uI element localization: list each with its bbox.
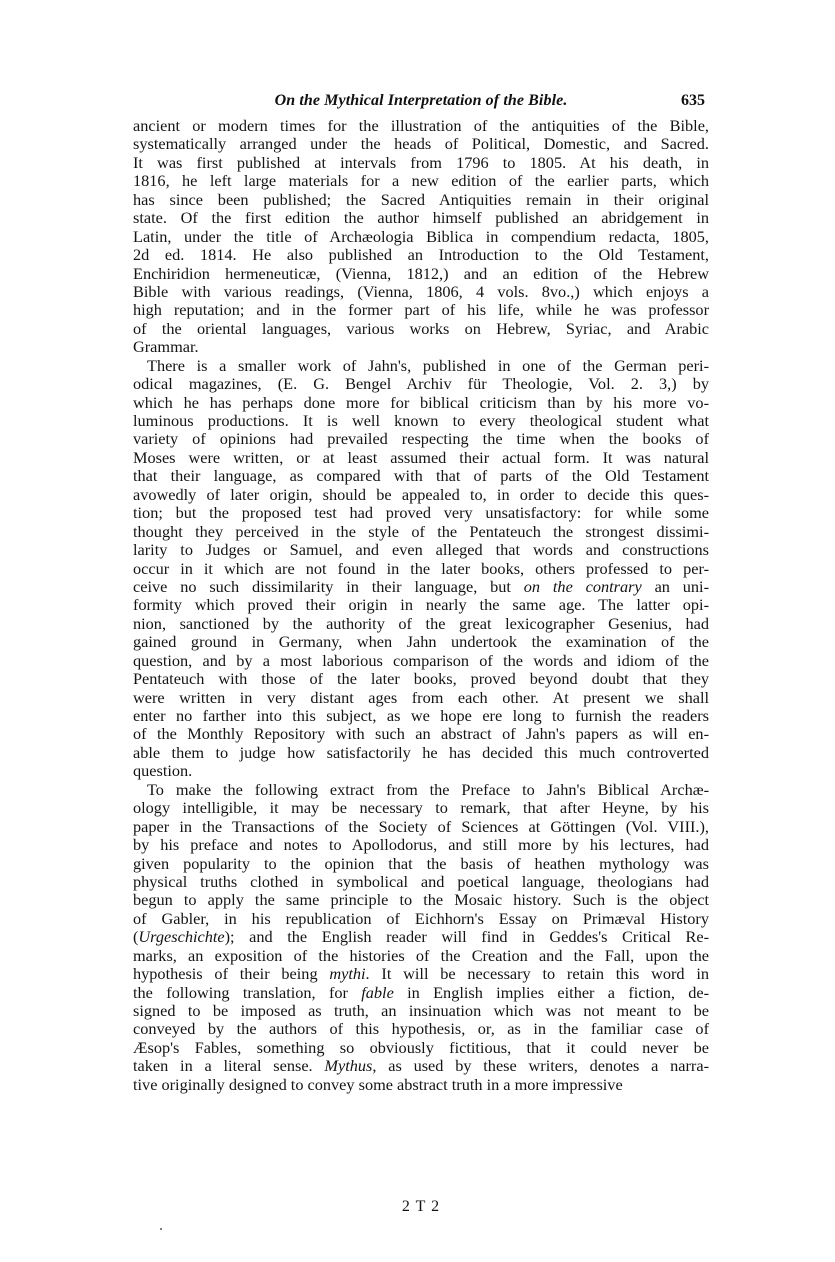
text-line: 2d ed. 1814. He also published an Introduction to the Old Testament, — [133, 245, 709, 265]
page-number: 635 — [681, 92, 705, 109]
text-line: physical truths clothed in symbolical and poetical language, theologians had — [133, 871, 709, 891]
paragraph — [133, 117, 709, 357]
text-line: 1816, he left large materials for a new edition of the earlier parts, which — [133, 171, 709, 191]
paragraph — [133, 781, 709, 1094]
text-line: able them to judge how satisfactorily he has decided this much controverted — [133, 742, 709, 762]
text-line: odical magazines, (E. G. Bengel Archiv für Theologie, Vol. 2. 3,) by — [133, 374, 709, 394]
text-line: formity which proved their origin in nearly the same age. The latter opi- — [133, 595, 709, 615]
text-line: occur in it which are not found in the later books, others professed to per- — [133, 558, 709, 578]
text-line: Pentateuch with those of the later books, proved beyond doubt that they — [133, 669, 709, 689]
text-line: state. Of the first edition the author himself published an abridgement in — [133, 208, 709, 228]
text-line: question. — [133, 761, 193, 781]
body-text — [133, 117, 709, 1094]
signature-mark: 2 T 2 — [401, 1198, 441, 1215]
text-line: tive originally designed to convey some abstract truth in a more impressive — [133, 1074, 623, 1094]
text-line: luminous productions. It is well known to every theological student what — [133, 411, 709, 430]
text-line: of the oriental languages, various works on Hebrew, Syriac, and Arabic — [133, 318, 709, 338]
text-line: ceive no such dissimilarity in their language, but on the contrary an uni- — [133, 576, 710, 596]
text-line: were written in very distant ages from each other. At present we shall — [133, 687, 709, 707]
text-line: hypothesis of their being mythi. It will be necessary to retain this word in — [133, 964, 710, 984]
text-line: Æsop's Fables, something so obviously fictitious, that it could never be — [133, 1037, 709, 1057]
text-line: by his preface and notes to Apollodorus, and still more by his lectures, had — [133, 835, 709, 855]
paragraph — [133, 357, 709, 781]
text-line: larity to Judges or Samuel, and even alleged that words and constructions — [133, 540, 709, 560]
text-line: question, and by a most laborious comparison of the words and idiom of the — [133, 650, 709, 670]
text-line: of Gabler, in his republication of Eichhorn's Essay on Primæval History — [133, 908, 709, 928]
running-title: On the Mythical Interpretation of the Bible. — [274, 92, 568, 109]
text-line: signed to be imposed as truth, an insinuation which was not meant to be — [133, 1001, 709, 1020]
text-line: thought they perceived in the style of the Pentateuch the strongest dissimi- — [133, 521, 709, 541]
text-line: nion, sanctioned by the authority of the great lexicographer Gesenius, had — [133, 613, 709, 633]
text-line: ancient or modern times for the illustration of the antiquities of the Bible, — [133, 116, 709, 135]
text-line: which he has perhaps done more for biblical criticism than by his more vo- — [133, 392, 709, 412]
text-line: There is a smaller work of Jahn's, published in one of the German peri- — [147, 355, 709, 375]
text-line: Latin, under the title of Archæologia Biblica in compendium redacta, 1805, — [133, 226, 709, 246]
text-line: the following translation, for fable in English implies either a fiction, de- — [133, 982, 710, 1002]
text-line: Moses were written, or at least assumed their actual form. It was natural — [133, 447, 709, 467]
text-line: gained ground in Germany, when Jahn undertook the examination of the — [133, 632, 709, 652]
text-line: Bible with various readings, (Vienna, 1806, 4 vols. 8vo.,) which enjoys a — [133, 281, 709, 301]
text-line: that their language, as compared with that of parts of the Old Testament — [133, 466, 709, 486]
text-line: conveyed by the authors of this hypothesis, or, as in the familiar case of — [133, 1019, 709, 1039]
text-line: variety of opinions had prevailed respecting the time when the books of — [133, 429, 709, 449]
text-line: ology intelligible, it may be necessary to remark, that after Heyne, by his — [133, 798, 709, 818]
text-line: Grammar. — [133, 337, 199, 357]
text-line: begun to apply the same principle to the Mosaic history. Such is the object — [133, 890, 709, 910]
running-head — [133, 92, 709, 112]
text-line: tion; but the proposed test had proved very unsatisfactory: for while some — [133, 503, 709, 523]
text-line: It was first published at intervals from 1796 to 1805. At his death, in — [133, 152, 709, 172]
text-line: (Urgeschichte); and the English reader will find in Geddes's Critical Re- — [133, 927, 709, 947]
text-line: enter no farther into this subject, as we hope ere long to furnish the readers — [133, 706, 709, 725]
text-line: of the Monthly Repository with such an abstract of Jahn's papers as will en- — [133, 724, 709, 744]
scan-speck — [160, 1228, 162, 1230]
text-line: high reputation; and in the former part of his life, while he was professor — [133, 300, 709, 320]
text-line: avowedly of later origin, should be appealed to, in order to decide this ques- — [133, 484, 709, 504]
text-line: marks, an exposition of the histories of the Creation and the Fall, upon the — [133, 945, 709, 965]
text-line: paper in the Transactions of the Society of Sciences at Göttingen (Vol. VIII.), — [133, 816, 709, 836]
text-line: To make the following extract from the Preface to Jahn's Biblical Archæ- — [147, 779, 709, 799]
text-line: given popularity to the opinion that the basis of heathen mythology was — [133, 853, 709, 873]
text-line: taken in a literal sense. Mythus, as used by these writers, denotes a narra- — [133, 1056, 710, 1076]
text-line: systematically arranged under the heads of Political, Domestic, and Sacred. — [133, 134, 709, 154]
text-line: has since been published; the Sacred Antiquities remain in their original — [133, 189, 709, 209]
text-line: Enchiridion hermeneuticæ, (Vienna, 1812,) and an edition of the Hebrew — [133, 263, 709, 283]
